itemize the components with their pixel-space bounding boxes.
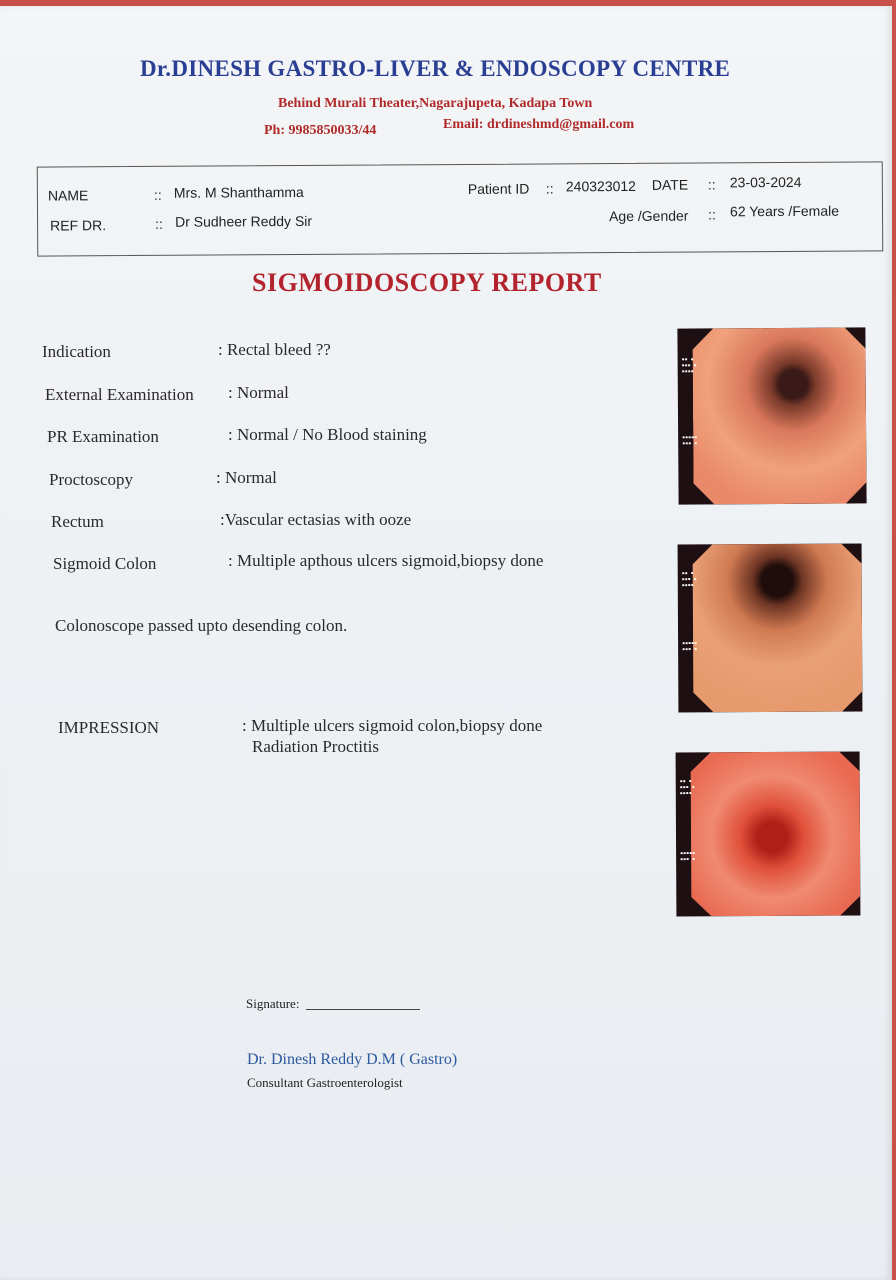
finding-value: : Rectal bleed ?? [218, 340, 331, 359]
finding-label: Rectum [51, 512, 104, 531]
patient-name: Mrs. M Shanthamma [173, 183, 304, 201]
ref-separator: :: [155, 215, 163, 232]
finding-label: External Examination [45, 385, 194, 404]
date-label: DATE [651, 176, 689, 193]
age-gender-label: Age /Gender [608, 207, 689, 225]
finding-label: PR Examination [47, 427, 159, 446]
endoscopy-image-1: ▪▪ ▪ ▪▪▪ ▪ ▪▪▪▪ ▪▪▪▪▪ ▪▪▪ ▪ [677, 327, 866, 504]
procedure-note: Colonoscope passed upto desending colon. [55, 616, 348, 635]
signature-line [306, 1009, 420, 1010]
patient-details-box [37, 161, 884, 256]
doctor-name: Dr. Dinesh Reddy D.M ( Gastro) [247, 1051, 458, 1068]
centre-address: Behind Murali Theater,Nagarajupeta, Kadapa Town [278, 96, 593, 111]
date-separator: :: [707, 176, 716, 193]
patient-id-label: Patient ID [467, 180, 530, 197]
centre-phone: Ph: 9985850033/44 [264, 123, 377, 138]
ref-doctor: Dr Sudheer Reddy Sir [175, 212, 313, 230]
report-date: 23-03-2024 [729, 173, 802, 191]
report-page [0, 6, 892, 1280]
doctor-title: Consultant Gastroenterologist [247, 1075, 403, 1090]
impression-line-2: Radiation Proctitis [252, 737, 380, 756]
signature-label: Signature: [246, 996, 300, 1011]
finding-label: Indication [42, 342, 111, 361]
ref-dr-label: REF DR. [50, 217, 107, 234]
finding-label: Proctoscopy [49, 470, 134, 489]
finding-value: : Normal / No Blood staining [228, 425, 427, 444]
finding-value: :Vascular ectasias with ooze [220, 510, 412, 529]
endoscopy-image-3: ▪▪ ▪ ▪▪▪ ▪ ▪▪▪▪ ▪▪▪▪▪ ▪▪▪ ▪ [676, 752, 861, 917]
finding-value: : Normal [216, 468, 277, 487]
impression-line-1: : Multiple ulcers sigmoid colon,biopsy done [242, 716, 543, 735]
centre-name: Dr.DINESH GASTRO-LIVER & ENDOSCOPY CENTRE [140, 56, 731, 81]
finding-label: Sigmoid Colon [53, 554, 157, 573]
impression-label: IMPRESSION [58, 718, 160, 737]
name-separator: :: [153, 186, 162, 203]
age-gender-separator: :: [707, 206, 716, 223]
name-label: NAME [47, 187, 89, 204]
age-gender: 62 Years /Female [729, 202, 840, 220]
report-title: SIGMOIDOSCOPY REPORT [252, 268, 602, 297]
centre-email: Email: drdineshmd@gmail.com [443, 117, 635, 132]
patient-id: 240323012 [565, 177, 636, 195]
finding-value: : Normal [228, 383, 289, 402]
endoscopy-image-2: ▪▪ ▪ ▪▪▪ ▪ ▪▪▪▪ ▪▪▪▪▪ ▪▪▪ ▪ [678, 544, 863, 713]
patient-id-separator: :: [545, 180, 554, 197]
finding-value: : Multiple apthous ulcers sigmoid,biopsy done [228, 551, 544, 570]
